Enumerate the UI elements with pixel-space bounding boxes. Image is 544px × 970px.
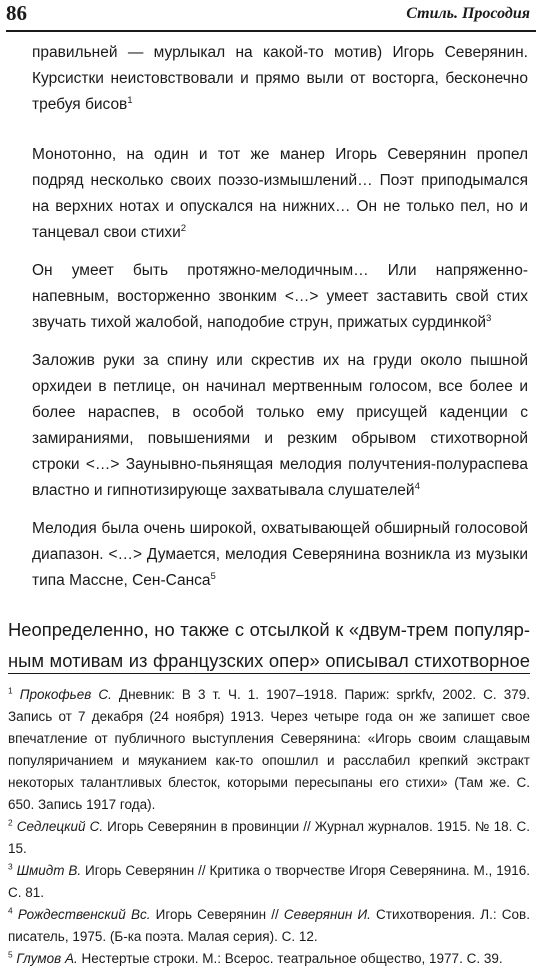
quote-5	[32, 516, 528, 594]
quote-4	[32, 348, 528, 504]
footnote-mark-1: 1	[127, 94, 133, 106]
footnote-number: 5	[8, 949, 13, 960]
footnotes	[8, 684, 530, 970]
quote-4-text: Заложив руки за спину или скрестив их на груди около пышной орхидеи в петлице, он начинал мертвенным голосом, все более и более нараспев, в особой только ему присущей каденции с замираниями, повышениями и резким обрывом стихотворной строки <…> Заунывно-пьянящая мелодия получтения-полураспева властно и гипнотизирующе захватывала слушателей	[32, 352, 528, 499]
footnote-author: Шмидт В.	[16, 863, 82, 878]
footnote-mark-3: 3	[486, 312, 492, 324]
page-header	[6, 0, 536, 32]
footnote-text: Игорь Северянин //	[150, 907, 284, 922]
footnote-2	[8, 816, 530, 860]
quote-2	[32, 142, 528, 246]
footnote-text: Дневник: В 3 т. Ч. 1. 1907–1918. Париж: sprkfv, 2002. С. 379. Запись от 7 декабря (24 ноября) 1913. Через четыре года он же запишет свое впечатление от публичного выступления Северянина: «Игорь своим слащавым популяричанием и мяуканием как-то опошлил и расслабил крепкий экстракт некоторых талантливых блесток, которыми пересыпаны его стихи» (Там же. С. 650. Запись 1917 года).	[8, 687, 530, 812]
footnote-text: Нестертые строки. М.: Всерос. театральное общество, 1977. С. 39.	[77, 951, 503, 966]
quote-3	[32, 258, 528, 336]
footnote-5	[8, 948, 530, 970]
footnote-text: Игорь Северянин // Критика о творчестве Игоря Северянина. М., 1916. С. 81.	[8, 863, 530, 900]
body-line: Неопределенно, но также с отсылкой к «двум-трем популяр-	[8, 619, 530, 640]
footnote-number: 2	[8, 817, 13, 828]
footnote-author: Прокофьев С.	[19, 687, 112, 702]
footnote-number: 3	[8, 861, 13, 872]
footnote-number: 1	[8, 685, 13, 696]
footnote-author-2: Северянин И.	[283, 907, 371, 922]
quote-2-text: Монотонно, на один и тот же манер Игорь Северянин пропел подряд несколько своих поэзо-измышлений… Поэт приподымался на верхних нотах и опускался на нижних… Он не только пел, но и танцевал свои стихи	[32, 146, 528, 241]
footnote-text: Игорь Северянин в провинции // Журнал журналов. 1915. № 18. С. 15.	[8, 819, 530, 856]
running-head: Стиль. Просодия	[406, 5, 530, 22]
footnote-4	[8, 904, 530, 948]
footnote-1	[8, 684, 530, 816]
footnote-author: Рождественский Вс.	[17, 907, 151, 922]
footnote-author: Глумов А.	[16, 951, 78, 966]
body-line: ным мотивам из французских опер» описывал стихотворное	[8, 650, 530, 671]
quote-5-text: Мелодия была очень широкой, охватывающей обширный голосовой диапазон. <…> Думается, мелодия Северянина возникла из музыки типа Массне, Сен-Санса	[32, 520, 528, 589]
footnote-3	[8, 860, 530, 904]
footnote-rule	[8, 673, 530, 674]
footnote-mark-2: 2	[180, 222, 187, 234]
body-paragraph	[8, 614, 530, 676]
page-number: 86	[6, 1, 27, 25]
footnote-mark-4: 4	[414, 480, 420, 492]
footnote-text-2: Стихотворения. Л.: Сов. писатель, 1975. (Б-ка поэта. Малая серия). С. 12.	[8, 907, 530, 944]
footnote-mark-5: 5	[210, 570, 216, 582]
quote-1-text: правильней — мурлыкал на какой-то мотив) Игорь Северянин. Курсистки неистовствовали и прямо выли от восторга, бесконечно требуя бисов	[32, 44, 528, 113]
footnote-author: Седлецкий С.	[16, 819, 104, 834]
footnote-number: 4	[8, 905, 13, 916]
quote-3-text: Он умеет быть протяжно-мелодичным… Или напряженно-напевным, восторженно звонким <…> умеет заставить свой стих звучать тихой жалобой, наподобие струн, прижатых сурдинкой	[32, 262, 528, 331]
quote-1	[32, 40, 528, 118]
